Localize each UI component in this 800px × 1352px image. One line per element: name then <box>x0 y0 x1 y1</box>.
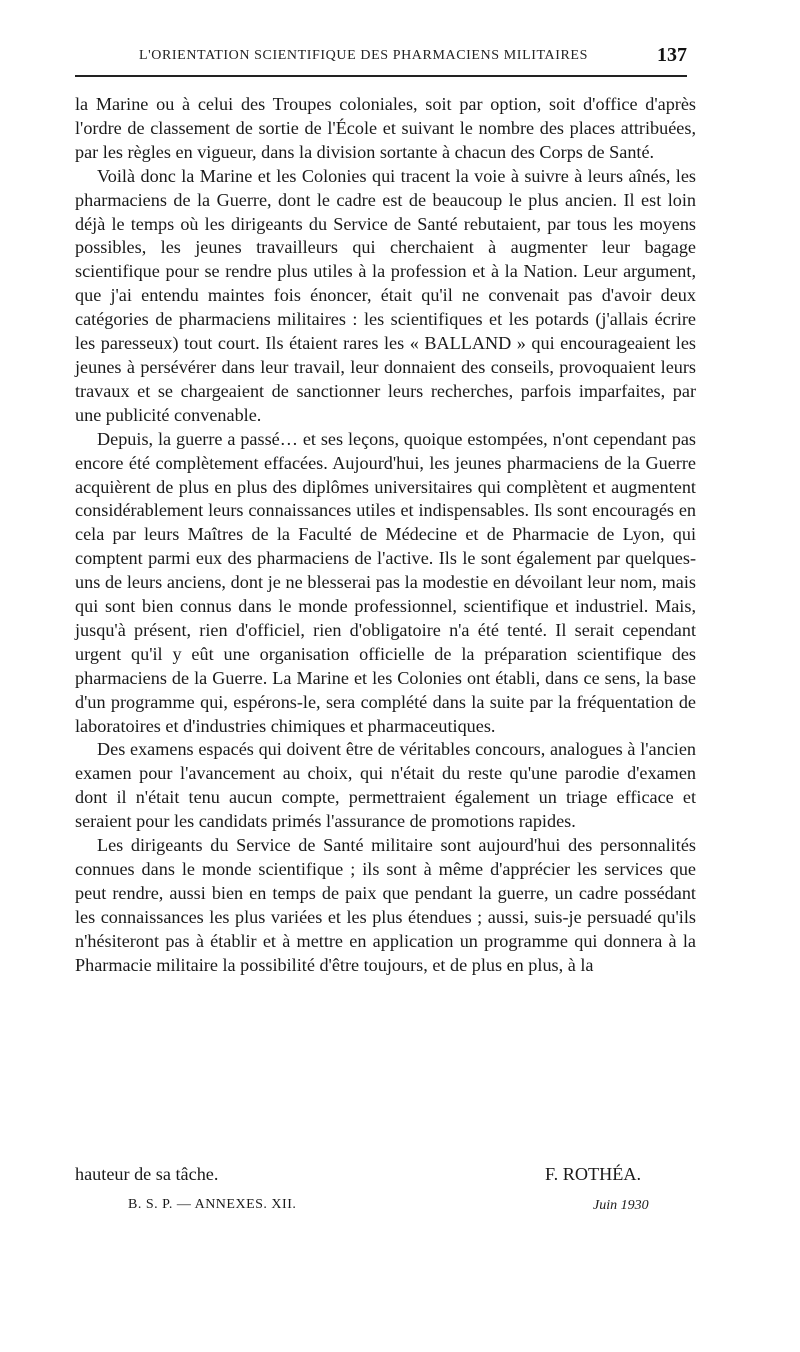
page-number: 137 <box>657 44 687 66</box>
article-body <box>75 93 696 978</box>
header-rule <box>75 75 687 77</box>
publication-date <box>593 1198 649 1214</box>
journal-reference: B. S. P. — ANNEXES. XII. <box>128 1197 297 1212</box>
closing-line <box>75 1164 696 1188</box>
paragraph-1: la Marine ou à celui des Troupes coloniales, soit par option, soit d'office d'après l'ordre de classement de sortie de l'École et suivant le nombre des places attribuées, par les règles en vigueur, dans la division sortante à chacun des Corps de Santé. <box>75 94 696 162</box>
paragraph-3: Depuis, la guerre a passé… et ses leçons, quoique estompées, n'ont cependant pas encore été complètement effacées. Aujourd'hui, les jeunes pharmaciens de la Guerre acquièrent de plus en plus des diplômes universitaires qui complètent et augmentent considérablement leurs connaissances utiles et indispensables. Ils sont encouragés en cela par leurs Maîtres de la Faculté de Médecine et de Pharmacie de Lyon, qui comptent parmi eux des pharmaciens de l'active. Ils le sont également par quelques-uns de leurs anciens, dont je ne blesserai pas la modestie en dévoilant leur nom, mais qui sont bien connus dans le monde professionnel, scientifique et industriel. Mais, jusqu'à présent, rien d'officiel, rien d'obligatoire n'a été tenté. Il serait cependant urgent qu'il y eût une organisation officielle de la préparation scientifique des pharmaciens de la Guerre. La Marine et les Colonies ont établi, dans ce sens, la base d'un programme qui, espérons-le, sera complété dans la suite par la fréquentation de laboratoires et d'industries chimiques et pharmaceutiques. <box>75 428 696 736</box>
closing-text: hauteur de sa tâche. <box>75 1164 219 1184</box>
running-header <box>75 44 687 70</box>
paragraph-4: Des examens espacés qui doivent être de véritables concours, analogues à l'ancien examen pour l'avancement au choix, qui n'était du reste qu'une parodie d'examen dont il n'était tenu aucun compte, permettraient également un triage efficace et seraient pour les candidats primés l'assurance de promotions rapides. <box>75 739 696 832</box>
publication-date-text: Juin 1930 <box>593 1198 649 1213</box>
page-footer <box>118 1196 688 1220</box>
author-signature: F. ROTHÉA. <box>545 1164 642 1184</box>
paragraph-5: Les dirigeants du Service de Santé militaire sont aujourd'hui des personnalités connues dans le monde scientifique ; ils sont à même d'apprécier les services que peut rendre, aussi bien en temps de paix que pendant la guerre, un cadre possédant les connaissances les plus variées et les plus étendues ; aussi, suis-je persuadé qu'ils n'hésiteront pas à établir et à mettre en application un programme qui donnera à la Pharmacie militaire la possibilité d'être toujours, et de plus en plus, à la <box>75 835 696 975</box>
running-title: L'ORIENTATION SCIENTIFIQUE DES PHARMACIENS MILITAIRES <box>139 48 588 63</box>
paragraph-2: Voilà donc la Marine et les Colonies qui tracent la voie à suivre à leurs aînés, les pharmaciens de la Guerre, dont le cadre est de beaucoup le plus ancien. Il est loin déjà le temps où les dirigeants du Service de Santé rebutaient, par tous les moyens possibles, les jeunes travailleurs qui cherchaient à augmenter leur bagage scientifique pour se rendre plus utiles à la profession et à la Nation. Leur argument, que j'ai entendu maintes fois énoncer, était qu'il ne convenait pas d'avoir deux catégories de pharmaciens militaires : les scientifiques et les potards (j'allais écrire les paresseux) tout court. Ils étaient rares les « BALLAND » qui encourageaient les jeunes à persévérer dans leur travail, leur donnaient des conseils, provoquaient leurs travaux et se chargeaient de sanctionner leurs recherches, parfois imparfaites, par une publicité convenable. <box>75 165 696 425</box>
